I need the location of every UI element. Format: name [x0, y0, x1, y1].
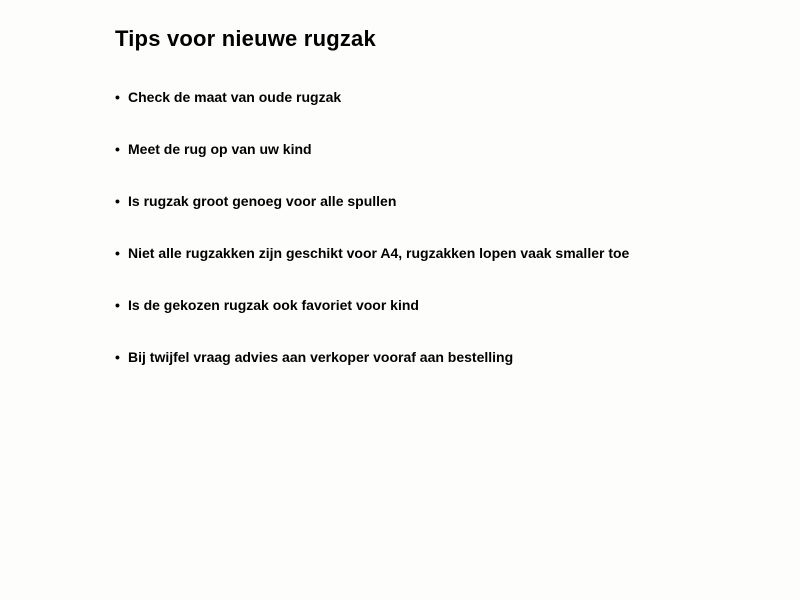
bullet-item: • Bij twijfel vraag advies aan verkoper vooraf aan bestelling	[115, 349, 760, 365]
bullet-item: • Is rugzak groot genoeg voor alle spullen	[115, 193, 760, 209]
bullet-item: • Niet alle rugzakken zijn geschikt voor A4, rugzakken lopen vaak smaller toe	[115, 245, 760, 261]
bullet-item: • Meet de rug op van uw kind	[115, 141, 760, 157]
bullet-item: • Check de maat van oude rugzak	[115, 89, 760, 105]
bullet-list	[115, 89, 760, 365]
page-title: Tips voor nieuwe rugzak	[115, 26, 376, 51]
bullet-item: • Is de gekozen rugzak ook favoriet voor kind	[115, 297, 760, 313]
